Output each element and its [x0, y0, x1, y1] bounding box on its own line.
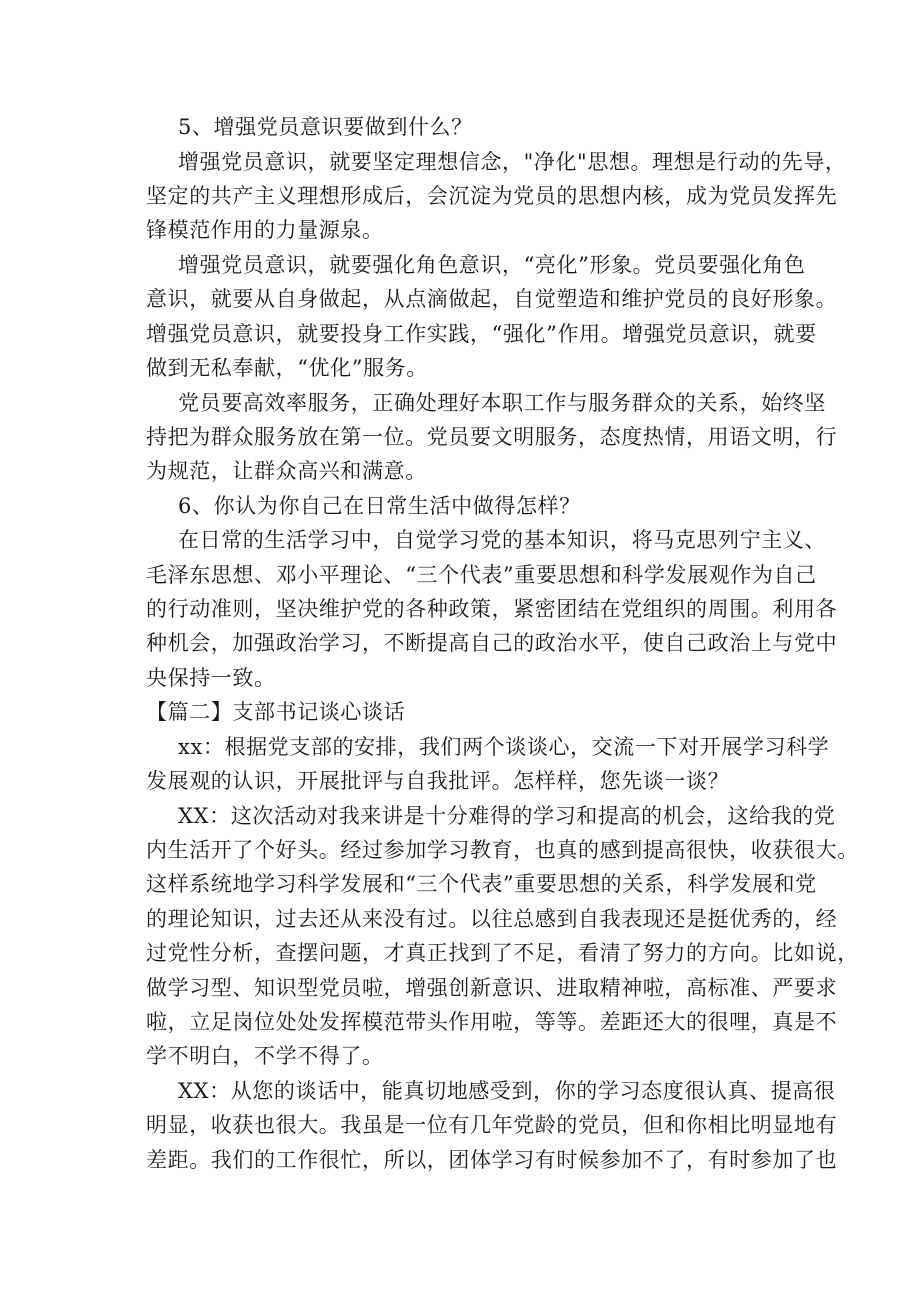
dialogue-line: 做学习型、知识型党员啦，增强创新意识、进取精神啦，高标准、严要求	[146, 976, 838, 1000]
dialogue-line: 啦，立足岗位处处发挥模范带头作用啦，等等。差距还大的很哩，真是不	[146, 1010, 838, 1034]
dialogue-line: XX：这次活动对我来讲是十分难得的学习和提高的机会，这给我的党	[178, 804, 836, 828]
paragraph-line: 为规范，让群众高兴和满意。	[146, 459, 427, 483]
paragraph-line: 意识，就要从自身做起，从点滴做起，自觉塑造和维护党员的良好形象。	[146, 287, 838, 311]
paragraph-line: 增强党员意识，就要坚定理想信念，"净化"思想。理想是行动的先导，	[178, 150, 847, 174]
paragraph-line: 央保持一致。	[146, 666, 276, 690]
dialogue-line: xx：根据党支部的安排，我们两个谈谈心，交流一下对开展学习科学	[178, 735, 830, 759]
dialogue-line: 学不明白，不学不得了。	[146, 1044, 384, 1068]
dialogue-line: 明显，收获也很大。我虽是一位有几年党龄的党员，但和你相比明显地有	[146, 1113, 838, 1137]
paragraph-line: 坚定的共产主义理想形成后，会沉淀为党员的思想内核，成为党员发挥先	[146, 184, 838, 208]
paragraph-line: 毛泽东思想、邓小平理论、“三个代表”重要思想和科学发展观作为自己	[146, 563, 817, 587]
question-5-heading: 5、增强党员意识要做到什么？	[178, 115, 473, 139]
section-title: 【篇二】支部书记谈心谈话	[146, 700, 406, 724]
dialogue-line: 差距。我们的工作很忙，所以，团体学习有时候参加不了，有时参加了也	[146, 1148, 838, 1172]
paragraph-line: 做到无私奉献，“优化”服务。	[146, 356, 428, 380]
paragraph-line: 增强党员意识，就要强化角色意识，“亮化”形象。党员要强化角色	[178, 253, 806, 277]
question-6-heading: 6、你认为你自己在日常生活中做得怎样？	[178, 494, 581, 518]
dialogue-line: 过党性分析，查摆问题，才真正找到了不足，看清了努力的方向。比如说，	[146, 941, 859, 965]
paragraph-line: 的行动准则，坚决维护党的各种政策，紧密团结在党组织的周围。利用各	[146, 597, 838, 621]
paragraph-line: 锋模范作用的力量源泉。	[146, 218, 384, 242]
paragraph-line: 党员要高效率服务，正确处理好本职工作与服务群众的关系，始终坚	[178, 391, 826, 415]
dialogue-line: 这样系统地学习科学发展和“三个代表”重要思想的关系，科学发展和党	[146, 872, 817, 896]
dialogue-line: XX：从您的谈话中，能真切地感受到，你的学习态度很认真、提高很	[178, 1079, 836, 1103]
paragraph-line: 在日常的生活学习中，自觉学习党的基本知识，将马克思列宁主义、	[178, 528, 826, 552]
dialogue-line: 的理论知识，过去还从来没有过。以往总感到自我表现还是挺优秀的，经	[146, 907, 838, 931]
paragraph-line: 持把为群众服务放在第一位。党员要文明服务，态度热情，用语文明，行	[146, 425, 838, 449]
paragraph-line: 种机会，加强政治学习，不断提高自己的政治水平，使自己政治上与党中	[146, 631, 838, 655]
dialogue-line: 发展观的认识，开展批评与自我批评。怎样样，您先谈一谈？	[146, 769, 730, 793]
paragraph-line: 增强党员意识，就要投身工作实践，“强化”作用。增强党员意识，就要	[146, 322, 817, 346]
dialogue-line: 内生活开了个好头。经过参加学习教育，也真的感到提高很快，收获很大。	[146, 838, 859, 862]
